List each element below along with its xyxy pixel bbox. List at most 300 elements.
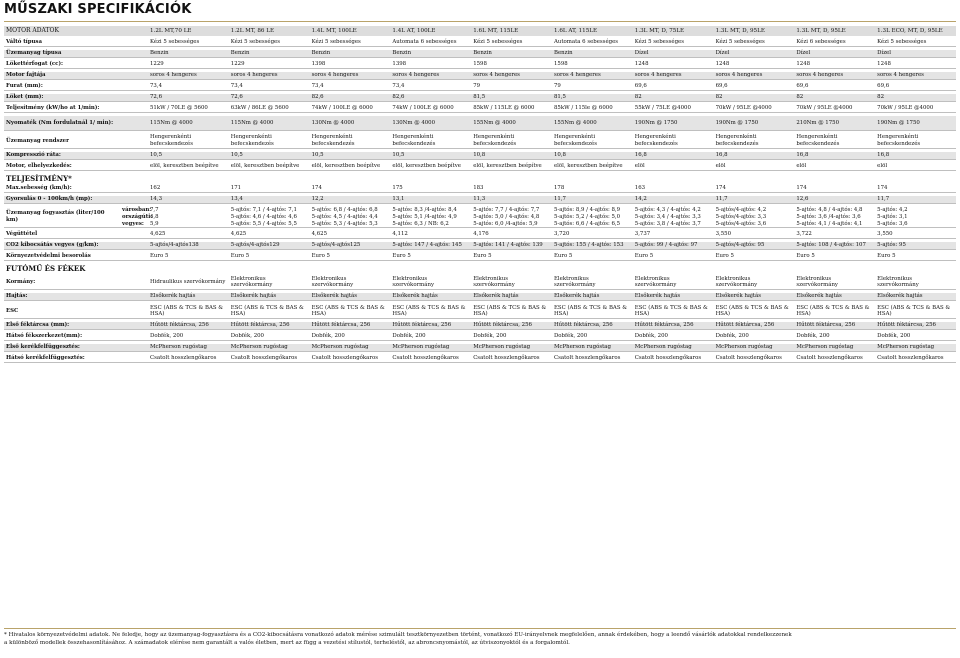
row-value: Dobfék, 200 xyxy=(148,333,229,341)
row-value: 174 xyxy=(714,185,795,193)
row-value: soros 4 hengeres xyxy=(633,72,714,80)
fuel-value-line: 5-ajtós: 3,6 xyxy=(877,220,908,227)
row-value: Hengerenkénti befecskendezés xyxy=(471,134,552,149)
row-value: Kézi 5 sebességes xyxy=(148,39,229,47)
fuel-value-line: 5-ajtós: 7,1 / 4-ajtós: 7,1 xyxy=(230,207,297,213)
fuel-value-line: 5-ajtós: 3,8 / 4-ajtós: 3,7 xyxy=(634,220,701,227)
fuel-value-line: 5-ajtós: 8,3 /4-ajtós: 8,4 xyxy=(392,207,457,213)
row-value: 174 xyxy=(794,185,875,193)
row-value: Automata 6 sebességes xyxy=(390,39,471,47)
row-value: ESC (ABS & TCS & BAS & HSA) xyxy=(552,304,633,319)
row-value: Elektronikus szervókormány xyxy=(714,275,795,290)
row-value: Csatolt hosszlengőkaros xyxy=(875,355,956,363)
row-value: Benzin xyxy=(148,50,229,58)
chassis-section xyxy=(4,264,956,275)
row-value: 115Nm @ 4000 xyxy=(229,116,310,131)
row-value: 16,8 xyxy=(714,152,795,160)
model-header: 1.3L MT, D, 95LE xyxy=(714,26,795,36)
row-label: Motor, elhelyezkedés: xyxy=(4,163,148,171)
row-value: 3,722 xyxy=(794,231,875,239)
row-value: 72,6 xyxy=(229,94,310,102)
row-value: soros 4 hengeres xyxy=(390,72,471,80)
row-value: Elektronikus szervókormány xyxy=(390,275,471,290)
row-value: Elsőkerék hajtás xyxy=(148,293,229,301)
row-value: ESC (ABS & TCS & BAS & HSA) xyxy=(471,304,552,319)
row-label: Max.sebesség (km/h): xyxy=(4,185,148,193)
row-value: 69,6 xyxy=(875,83,956,91)
fuel-label: Üzemanyag fogyasztás (liter/100 km) xyxy=(4,207,120,228)
row-value: 4,625 xyxy=(310,231,391,239)
row-value: Hűtött féktárcsa, 256 xyxy=(552,322,633,330)
row-value: Hűtött féktárcsa, 256 xyxy=(310,322,391,330)
row-value: McPherson rugóstag xyxy=(148,344,229,352)
row-value: 10,5 xyxy=(390,152,471,160)
row-value: Elektronikus szervókormány xyxy=(471,275,552,290)
row-label: Motor fajtája xyxy=(4,72,148,80)
table-row xyxy=(4,322,956,330)
row-value: 5-ajtós: 95 xyxy=(875,242,956,250)
row-value: ESC (ABS & TCS & BAS & HSA) xyxy=(875,304,956,319)
row-value: Kézi 5 sebességes xyxy=(875,39,956,47)
row-value: Automata 6 sebességes xyxy=(552,39,633,47)
row-label: Lökettérfogat (cc): xyxy=(4,61,148,69)
row-value: Hűtött féktárcsa, 256 xyxy=(471,322,552,330)
row-value: 174 xyxy=(875,185,956,193)
fuel-value-line: 5-ajtós: 5,1 /4-ajtós: 4,9 xyxy=(392,213,457,220)
row-value: 10,5 xyxy=(229,152,310,160)
table-row xyxy=(4,185,956,193)
row-value: Dízel xyxy=(875,50,956,58)
row-value: Euro 5 xyxy=(390,253,471,261)
table-row xyxy=(4,293,956,301)
row-value: Kézi 5 sebességes xyxy=(471,39,552,47)
table-row xyxy=(4,72,956,80)
fuel-value-line: 5-ajtós: 5,3 / 4-ajtós: 5,3 xyxy=(311,220,378,227)
row-value: 73,4 xyxy=(229,83,310,91)
fuel-value xyxy=(875,207,956,228)
row-label: Üzemanyag típusa xyxy=(4,50,148,58)
page-title: MŰSZAKI SPECIFIKÁCIÓK xyxy=(4,2,192,17)
row-value: Elsőkerék hajtás xyxy=(714,293,795,301)
fuel-value-line: 5-ajtós: 6,6 / 4-ajtós: 6,5 xyxy=(553,220,621,227)
row-value: Euro 5 xyxy=(148,253,229,261)
row-value: 3,550 xyxy=(714,231,795,239)
model-header: 1.6L MT, 115LE xyxy=(471,26,552,36)
row-value: 1398 xyxy=(390,61,471,69)
row-value: Benzin xyxy=(310,50,391,58)
row-label: CO2 kibocsátás vegyes (g/km): xyxy=(4,242,148,250)
row-value: Elsőkerék hajtás xyxy=(552,293,633,301)
row-value: Hengerenkénti befecskendezés xyxy=(229,134,310,149)
table-row xyxy=(4,134,956,149)
row-value: 3,737 xyxy=(633,231,714,239)
row-value: Benzin xyxy=(552,50,633,58)
footnote-line-2: a különböző modellek összehasonlításához. A számadatok elérése nem garantált a valós életben, mert az függ a vezetési stílustól, terheléstől, az abroncsnyomástól, az útviszonyoktól és a forgalomtól. xyxy=(4,639,570,646)
row-value: elöl xyxy=(794,163,875,171)
row-value: 16,8 xyxy=(633,152,714,160)
row-value: Dobfék, 200 xyxy=(310,333,391,341)
row-label: Első kerékfelfüggesztés: xyxy=(4,344,148,352)
row-value: Csatolt hosszlengőkaros xyxy=(310,355,391,363)
row-value: 70kW / 95LE @4000 xyxy=(714,105,795,113)
model-header: 1.4L AT, 100LE xyxy=(390,26,471,36)
row-value: Kézi 5 sebességes xyxy=(633,39,714,47)
row-value: 16,8 xyxy=(794,152,875,160)
row-value: elöl xyxy=(633,163,714,171)
row-value: Dobfék, 200 xyxy=(229,333,310,341)
row-value: Hidraulikus szervókormány xyxy=(148,275,229,290)
fuel-value xyxy=(714,207,795,228)
row-value: 4,625 xyxy=(148,231,229,239)
fuel-value-line: 5-ajtós: 5,0 / 4-ajtós: 4,8 xyxy=(473,213,540,220)
row-label: Váltó típusa xyxy=(4,39,148,47)
row-value: 10,5 xyxy=(148,152,229,160)
fuel-value-line: 5-ajtós: 5,5 / 4-ajtós: 5,5 xyxy=(230,220,297,227)
row-value: 70kW / 95LE @4000 xyxy=(794,105,875,113)
fuel-sublabel: vegyes: xyxy=(122,220,144,227)
row-label: Löket (mm): xyxy=(4,94,148,102)
row-value: 5-ajtós: 108 / 4-ajtós: 107 xyxy=(794,242,875,250)
row-value: McPherson rugóstag xyxy=(471,344,552,352)
row-value: Euro 5 xyxy=(714,253,795,261)
fuel-value xyxy=(633,207,714,228)
row-value: McPherson rugóstag xyxy=(310,344,391,352)
row-value: McPherson rugóstag xyxy=(633,344,714,352)
row-value: 1248 xyxy=(794,61,875,69)
row-value: Hűtött féktárcsa, 256 xyxy=(390,322,471,330)
row-value: 82 xyxy=(875,94,956,102)
table-row xyxy=(4,242,956,250)
row-value: elöl, keresztben beépítve xyxy=(390,163,471,171)
table-row xyxy=(4,163,956,171)
row-value: Dízel xyxy=(714,50,795,58)
row-value: Kézi 5 sebességes xyxy=(310,39,391,47)
row-value: 1598 xyxy=(552,61,633,69)
table-row xyxy=(4,275,956,290)
row-value: 12,6 xyxy=(794,196,875,204)
model-header: 1.3L MT, D, 95LE xyxy=(794,26,875,36)
row-value: 210Nm @ 1750 xyxy=(794,116,875,131)
row-value: 130Nm @ 4000 xyxy=(310,116,391,131)
row-label: Kompresszió ráta: xyxy=(4,152,148,160)
row-value: Euro 5 xyxy=(633,253,714,261)
row-value: Hengerenkénti befecskendezés xyxy=(552,134,633,149)
row-value: Hengerenkénti befecskendezés xyxy=(875,134,956,149)
row-value: 190Nm @ 1750 xyxy=(633,116,714,131)
fuel-value-line: 5-ajtós: 8,9 / 4-ajtós: 8,9 xyxy=(553,207,621,213)
row-value: soros 4 hengeres xyxy=(229,72,310,80)
fuel-value-line: 5-ajtós: 4,6 / 4-ajtós: 4,6 xyxy=(230,213,297,220)
table-row xyxy=(4,61,956,69)
table-row xyxy=(4,304,956,319)
row-value: 1229 xyxy=(148,61,229,69)
fuel-value xyxy=(310,207,391,228)
row-value: 183 xyxy=(471,185,552,193)
model-header: 1.3L ECO, MT, D, 95LE xyxy=(875,26,956,36)
fuel-value-line: 5-ajtós: 6,8 / 4-ajtós: 6,8 xyxy=(311,207,378,213)
row-label: ESC xyxy=(4,304,148,319)
row-gap xyxy=(4,363,956,367)
row-value: 4,112 xyxy=(390,231,471,239)
row-value: 11,7 xyxy=(552,196,633,204)
fuel-sublabel: országúti: xyxy=(122,213,153,220)
row-value: elöl xyxy=(714,163,795,171)
table-row xyxy=(4,116,956,131)
fuel-value-line: 5-ajtós/4-ajtós: 4,2 xyxy=(715,207,767,213)
row-value: 55kW / 75LE @4000 xyxy=(633,105,714,113)
row-value: elöl, keresztben beépítve xyxy=(471,163,552,171)
fuel-value-line: 5-ajtós: 3,6 /4-ajtós: 3,6 xyxy=(796,213,861,220)
row-value: ESC (ABS & TCS & BAS & HSA) xyxy=(390,304,471,319)
title-rule xyxy=(4,21,956,22)
row-value: 115Nm @ 4000 xyxy=(148,116,229,131)
fuel-value-line: 5-ajtós/4-ajtós: 3,3 xyxy=(715,213,767,220)
row-label: Végüttétel xyxy=(4,231,148,239)
row-label: Kormány: xyxy=(4,275,148,290)
row-value: Dobfék, 200 xyxy=(390,333,471,341)
row-value: 5-ajtós: 155 / 4-ajtós: 153 xyxy=(552,242,633,250)
spec-table xyxy=(4,26,956,366)
fuel-value-line: 5,9 xyxy=(150,220,159,227)
row-value: McPherson rugóstag xyxy=(229,344,310,352)
table-row xyxy=(4,333,956,341)
row-value: Kézi 5 sebességes xyxy=(714,39,795,47)
row-value: 82 xyxy=(794,94,875,102)
row-label: Furat (mm): xyxy=(4,83,148,91)
row-value: elöl, keresztben beépítve xyxy=(229,163,310,171)
row-value: Hűtött féktárcsa, 256 xyxy=(794,322,875,330)
row-value: McPherson rugóstag xyxy=(552,344,633,352)
row-label: Nyomaték (Nm fordulatnál 1/ min): xyxy=(4,116,148,131)
row-value: 10,5 xyxy=(310,152,391,160)
table-row xyxy=(4,253,956,261)
row-value: Elsőkerék hajtás xyxy=(229,293,310,301)
table-row xyxy=(4,344,956,352)
row-value: 74kW / 100LE @ 6000 xyxy=(390,105,471,113)
row-value: 70kW / 95LE @4000 xyxy=(875,105,956,113)
row-value: Csatolt hosszlengőkaros xyxy=(148,355,229,363)
row-value: soros 4 hengeres xyxy=(875,72,956,80)
row-value: 5-ajtós: 141 / 4-ajtós: 139 xyxy=(471,242,552,250)
row-value: 81,5 xyxy=(471,94,552,102)
row-value: Euro 5 xyxy=(310,253,391,261)
row-value: Kézi 5 sebességes xyxy=(229,39,310,47)
row-value: 79 xyxy=(471,83,552,91)
row-value: 13,1 xyxy=(390,196,471,204)
row-value: Benzin xyxy=(229,50,310,58)
row-value: Hűtött féktárcsa, 256 xyxy=(148,322,229,330)
chassis-section-title: FUTÓMŰ ÉS FÉKEK xyxy=(6,264,86,274)
row-value: 4,625 xyxy=(229,231,310,239)
row-value: soros 4 hengeres xyxy=(552,72,633,80)
row-value: 3,720 xyxy=(552,231,633,239)
row-value: 69,6 xyxy=(794,83,875,91)
row-value: Benzin xyxy=(471,50,552,58)
performance-section-title: TELJESÍTMÉNY* xyxy=(6,174,72,184)
row-value: 79 xyxy=(552,83,633,91)
row-value: soros 4 hengeres xyxy=(794,72,875,80)
table-row xyxy=(4,50,956,58)
model-header: 1.2L MT,70 LE xyxy=(148,26,229,36)
row-value: 85kW / 115LE @ 6000 xyxy=(471,105,552,113)
row-value: Hengerenkénti befecskendezés xyxy=(148,134,229,149)
table-row xyxy=(4,196,956,204)
fuel-value-line: 5-ajtós: 6,3 / NB: 6,2 xyxy=(392,220,449,227)
footnote-rule xyxy=(4,628,956,629)
row-value: 73,4 xyxy=(390,83,471,91)
row-value: ESC (ABS & TCS & BAS & HSA) xyxy=(148,304,229,319)
table-row xyxy=(4,152,956,160)
row-value: 72,6 xyxy=(148,94,229,102)
row-value: 190Nm @ 1750 xyxy=(875,116,956,131)
row-value: 178 xyxy=(552,185,633,193)
row-value: 10,8 xyxy=(471,152,552,160)
fuel-value-line: 5-ajtós: 4,2 xyxy=(877,207,908,213)
fuel-value xyxy=(148,207,229,228)
row-value: Elektronikus szervókormány xyxy=(633,275,714,290)
model-header: 1.2L MT, 86 LE xyxy=(229,26,310,36)
row-value: Hűtött féktárcsa, 256 xyxy=(875,322,956,330)
row-value: ESC (ABS & TCS & BAS & HSA) xyxy=(310,304,391,319)
row-value: 130Nm @ 4000 xyxy=(390,116,471,131)
row-value: McPherson rugóstag xyxy=(875,344,956,352)
row-value: 5-ajtós/4-ajtós: 95 xyxy=(714,242,795,250)
row-value: 1248 xyxy=(714,61,795,69)
row-value: Elsőkerék hajtás xyxy=(471,293,552,301)
row-value: 82 xyxy=(633,94,714,102)
row-value: Hengerenkénti befecskendezés xyxy=(310,134,391,149)
row-value: Kézi 6 sebességes xyxy=(794,39,875,47)
row-label: Gyorsulás 0 - 100km/h (mp): xyxy=(4,196,148,204)
row-value: Elsőkerék hajtás xyxy=(310,293,391,301)
row-value: 69,6 xyxy=(714,83,795,91)
row-value: Elsőkerék hajtás xyxy=(390,293,471,301)
row-value: soros 4 hengeres xyxy=(471,72,552,80)
row-value: 73,4 xyxy=(148,83,229,91)
row-value: 14,2 xyxy=(633,196,714,204)
table-row xyxy=(4,105,956,113)
row-value: 69,6 xyxy=(633,83,714,91)
footnote xyxy=(4,632,956,647)
row-value: soros 4 hengeres xyxy=(714,72,795,80)
row-value: 171 xyxy=(229,185,310,193)
row-value: 13,4 xyxy=(229,196,310,204)
row-value: 3,550 xyxy=(875,231,956,239)
row-value: Elektronikus szervókormány xyxy=(552,275,633,290)
fuel-value-line: 5-ajtós: 4,5 / 4-ajtós: 4,4 xyxy=(311,213,378,220)
row-label: Hajtás: xyxy=(4,293,148,301)
row-value: 174 xyxy=(310,185,391,193)
row-value: Elektronikus szervókormány xyxy=(875,275,956,290)
row-value: Csatolt hosszlengőkaros xyxy=(471,355,552,363)
row-value: Elsőkerék hajtás xyxy=(633,293,714,301)
row-value: 51kW / 70LE @ 5600 xyxy=(148,105,229,113)
row-label: Hátsó kerékfelfüggesztés: xyxy=(4,355,148,363)
row-value: Csatolt hosszlengőkaros xyxy=(794,355,875,363)
row-value: Hengerenkénti befecskendezés xyxy=(714,134,795,149)
row-value: Csatolt hosszlengőkaros xyxy=(714,355,795,363)
row-value: 81,5 xyxy=(552,94,633,102)
fuel-value-line: 5-ajtós: 4,1 / 4-ajtós: 4,1 xyxy=(796,220,863,227)
row-value: Hűtött féktárcsa, 256 xyxy=(714,322,795,330)
row-label: Üzemanyag rendszer xyxy=(4,134,148,149)
row-value: elöl, keresztben beépítve xyxy=(552,163,633,171)
row-value: 1598 xyxy=(471,61,552,69)
row-label: Teljesítmény (kW/ho at 1/min): xyxy=(4,105,148,113)
row-label: Környezetvédelmi besorolás xyxy=(4,253,148,261)
row-value: McPherson rugóstag xyxy=(714,344,795,352)
row-value: ESC (ABS & TCS & BAS & HSA) xyxy=(229,304,310,319)
row-value: 14,3 xyxy=(148,196,229,204)
row-value: McPherson rugóstag xyxy=(794,344,875,352)
row-value: Hengerenkénti befecskendezés xyxy=(390,134,471,149)
table-row xyxy=(4,231,956,239)
model-header: 1.4L MT, 100LE xyxy=(310,26,391,36)
row-value: 155Nm @ 4000 xyxy=(471,116,552,131)
row-value: Elektronikus szervókormány xyxy=(794,275,875,290)
row-value: Csatolt hosszlengőkaros xyxy=(390,355,471,363)
fuel-sublabels xyxy=(120,207,153,228)
row-value: Csatolt hosszlengőkaros xyxy=(552,355,633,363)
row-value: Dobfék, 200 xyxy=(633,333,714,341)
row-value: Hűtött féktárcsa, 256 xyxy=(633,322,714,330)
row-value: Euro 5 xyxy=(552,253,633,261)
fuel-value-line: 5-ajtós: 6,0 /4-ajtós: 5,9 xyxy=(473,220,538,227)
fuel-value-line: 5-ajtós: 3,4 / 4-ajtós: 3,3 xyxy=(634,213,701,220)
row-value: 175 xyxy=(390,185,471,193)
row-value: Elektronikus szervókormány xyxy=(310,275,391,290)
row-value: 5-ajtós/4-ajtós138 xyxy=(148,242,229,250)
header-label: MOTOR ADATOK xyxy=(4,26,148,36)
row-value: McPherson rugóstag xyxy=(390,344,471,352)
row-value: elöl, keresztben beépítve xyxy=(148,163,229,171)
row-value: Euro 5 xyxy=(471,253,552,261)
row-value: ESC (ABS & TCS & BAS & HSA) xyxy=(794,304,875,319)
row-value: elöl xyxy=(875,163,956,171)
row-value: ESC (ABS & TCS & BAS & HSA) xyxy=(633,304,714,319)
row-value: 11,3 xyxy=(471,196,552,204)
row-value: Elektronikus szervókormány xyxy=(229,275,310,290)
row-value: 82 xyxy=(714,94,795,102)
row-value: Euro 5 xyxy=(875,253,956,261)
row-value: Hengerenkénti befecskendezés xyxy=(794,134,875,149)
row-value: 1229 xyxy=(229,61,310,69)
row-value: 73,4 xyxy=(310,83,391,91)
row-value: 11,7 xyxy=(875,196,956,204)
row-value: Euro 5 xyxy=(794,253,875,261)
table-row xyxy=(4,94,956,102)
fuel-value xyxy=(471,207,552,228)
row-value: 1248 xyxy=(633,61,714,69)
table-row xyxy=(4,355,956,363)
row-value: 4,176 xyxy=(471,231,552,239)
row-value: 82,6 xyxy=(310,94,391,102)
fuel-value xyxy=(390,207,471,228)
row-value: Dízel xyxy=(633,50,714,58)
row-value: 155Nm @ 4000 xyxy=(552,116,633,131)
row-value: 12,2 xyxy=(310,196,391,204)
row-value: Dobfék, 200 xyxy=(794,333,875,341)
fuel-value-line: 5-ajtós: 4,8 / 4-ajtós: 4,8 xyxy=(796,207,863,213)
row-value: Euro 5 xyxy=(229,253,310,261)
fuel-value-line: 7,7 xyxy=(150,207,159,213)
row-value: Hengerenkénti befecskendezés xyxy=(633,134,714,149)
row-value: 163 xyxy=(633,185,714,193)
row-value: 11,7 xyxy=(714,196,795,204)
row-value: elöl, keresztben beépítve xyxy=(310,163,391,171)
row-label: Első féktárcsa (mm): xyxy=(4,322,148,330)
row-value: 63kW / 86LE @ 5600 xyxy=(229,105,310,113)
